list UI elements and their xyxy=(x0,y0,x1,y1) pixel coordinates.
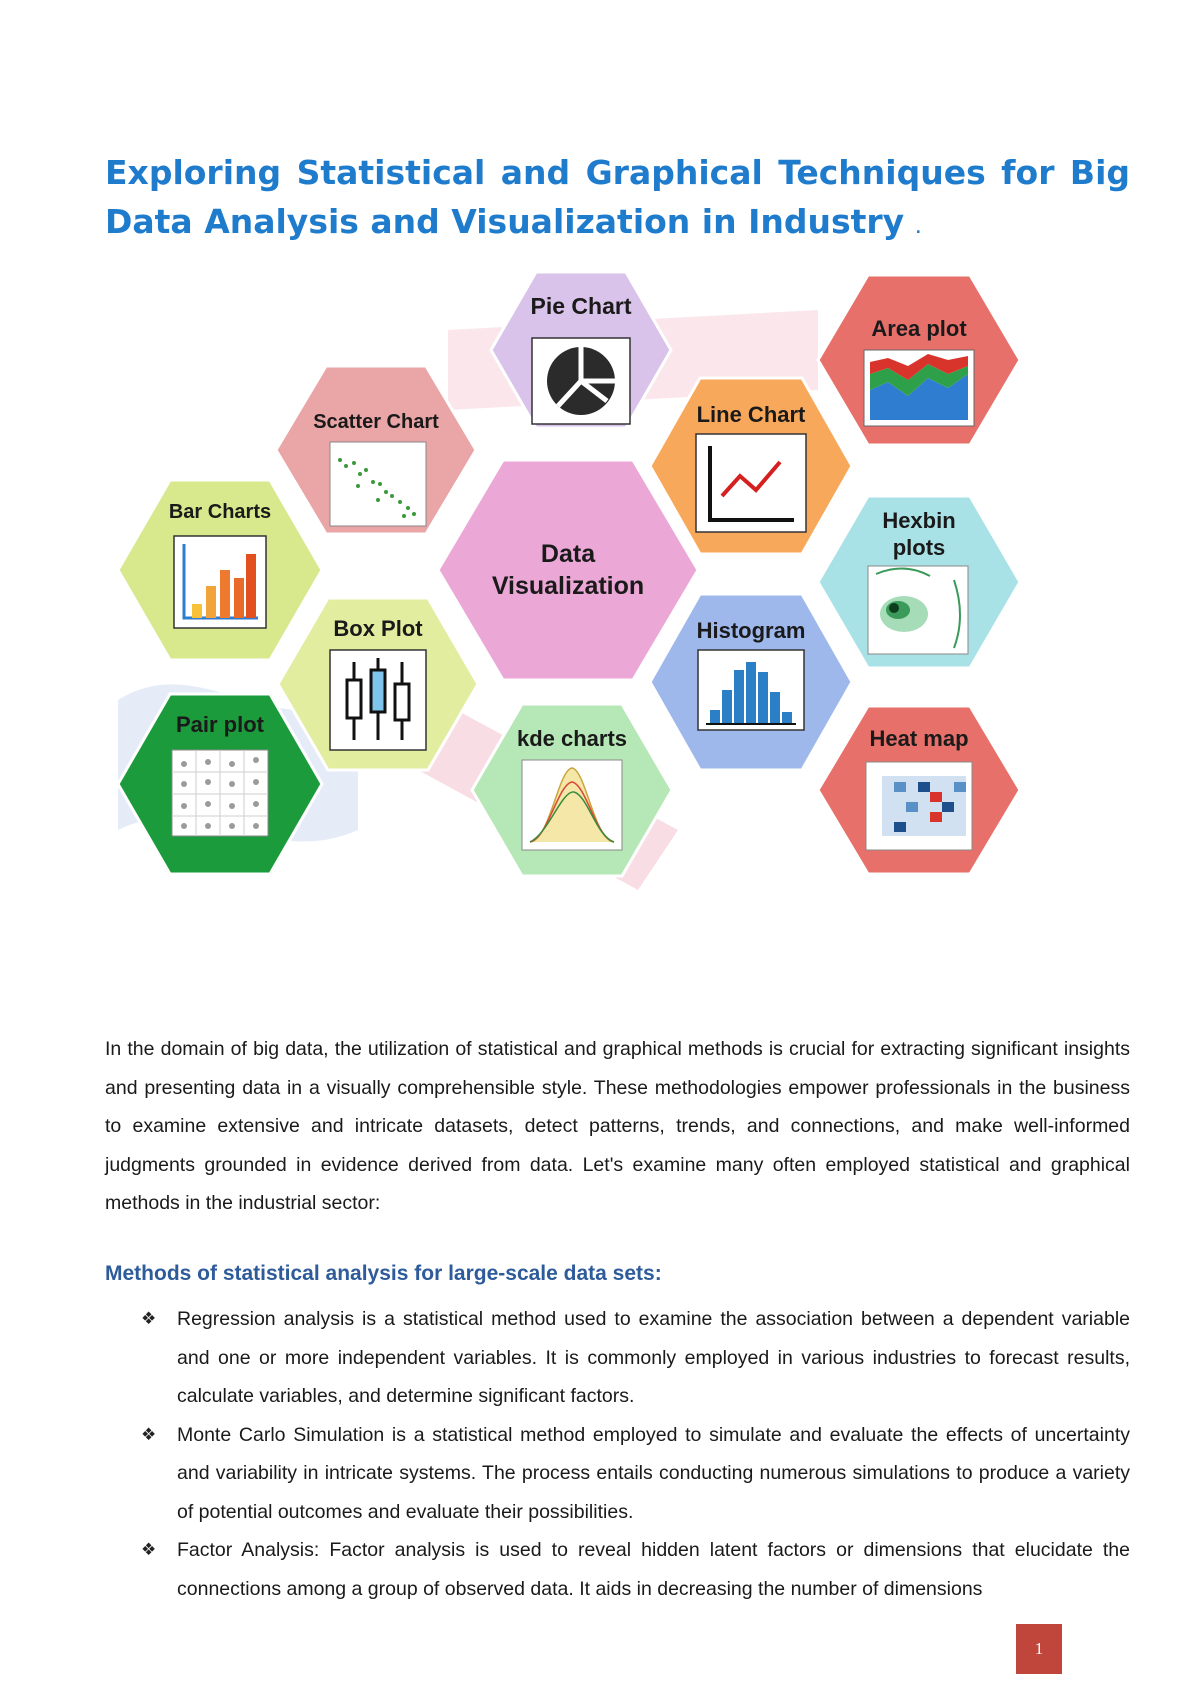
hex-label: Hexbin xyxy=(882,508,956,533)
hex-label: Heat map xyxy=(869,726,969,751)
hex-hexbin-plots xyxy=(818,496,1020,668)
methods-list xyxy=(105,1300,1130,1608)
hex-histogram xyxy=(650,594,852,770)
hex-bar-charts xyxy=(118,480,322,660)
list-item-text: Regression analysis is a statistical method used to examine the association between a dependent variable and one or more independent variables. It is commonly employed in various industries to forecast results, calculate variables, and determine significant factors. xyxy=(177,1308,1130,1407)
hex-label: plots xyxy=(892,535,946,560)
title-trailing-mark: . xyxy=(915,221,921,237)
hex-label: Area plot xyxy=(871,316,967,341)
list-item xyxy=(105,1531,1130,1608)
hex-label: Pie Chart xyxy=(530,293,632,319)
hexagon-shape xyxy=(438,460,698,680)
center-label-line1: Data xyxy=(540,540,596,568)
hex-heat-map xyxy=(818,706,1020,874)
hex-label: Histogram xyxy=(696,618,806,643)
heat-map-icon xyxy=(882,776,966,836)
bullet-marker-icon: ❖ xyxy=(141,1309,157,1328)
hex-label: Box Plot xyxy=(333,616,423,641)
list-item-text: Monte Carlo Simulation is a statistical method employed to simulate and evaluate the effects of uncertainty and variability in intricate systems. The process entails conducting numerous simulations to produce a variety of potential outcomes and evaluate their possibilities. xyxy=(177,1423,1130,1523)
page-number: 1 xyxy=(1016,1624,1062,1674)
hex-label: Line Chart xyxy=(696,402,806,427)
list-item-text: Factor Analysis: Factor analysis is used to reveal hidden latent factors or dimensions that elucidate the connections among a group of observed data. It aids in decreasing the number of dimensions xyxy=(177,1539,1130,1600)
data-visualization-infographic xyxy=(118,270,1110,950)
bullet-marker-icon: ❖ xyxy=(141,1424,157,1444)
hex-label: kde charts xyxy=(516,726,628,751)
hex-scatter-chart xyxy=(276,366,476,534)
section-heading: Methods of statistical analysis for large-scale data sets: xyxy=(105,1262,662,1285)
hex-label: Pair plot xyxy=(175,712,265,737)
hex-data-visualization-center xyxy=(438,460,698,680)
center-label-line2: Visualization xyxy=(491,572,645,600)
hex-label: Scatter Chart xyxy=(313,411,439,433)
area-plot-icon xyxy=(870,354,968,420)
pie-chart-icon xyxy=(547,347,615,415)
list-item xyxy=(105,1300,1130,1416)
bullet-marker-icon: ❖ xyxy=(141,1540,157,1559)
list-item xyxy=(105,1416,1130,1532)
intro-paragraph: In the domain of big data, the utilization of statistical and graphical methods is crucial for extracting significant insights and presenting data in a visually comprehensible style. These methodologies empower professionals in the business to examine extensive and intricate datasets, detect patterns, trends, and connections, and make well-informed judgments grounded in evidence derived from data. Let's examine many often employed statistical and graphical methods in the industrial sector: xyxy=(105,1038,1130,1214)
document-title xyxy=(105,148,1130,254)
hex-line-chart xyxy=(650,378,852,554)
hex-label: Bar Charts xyxy=(168,501,272,523)
hex-area-plot xyxy=(818,275,1020,445)
title-text: Exploring Statistical and Graphical Techniques for Big Data Analysis and Visualization in Industry xyxy=(105,153,1130,241)
